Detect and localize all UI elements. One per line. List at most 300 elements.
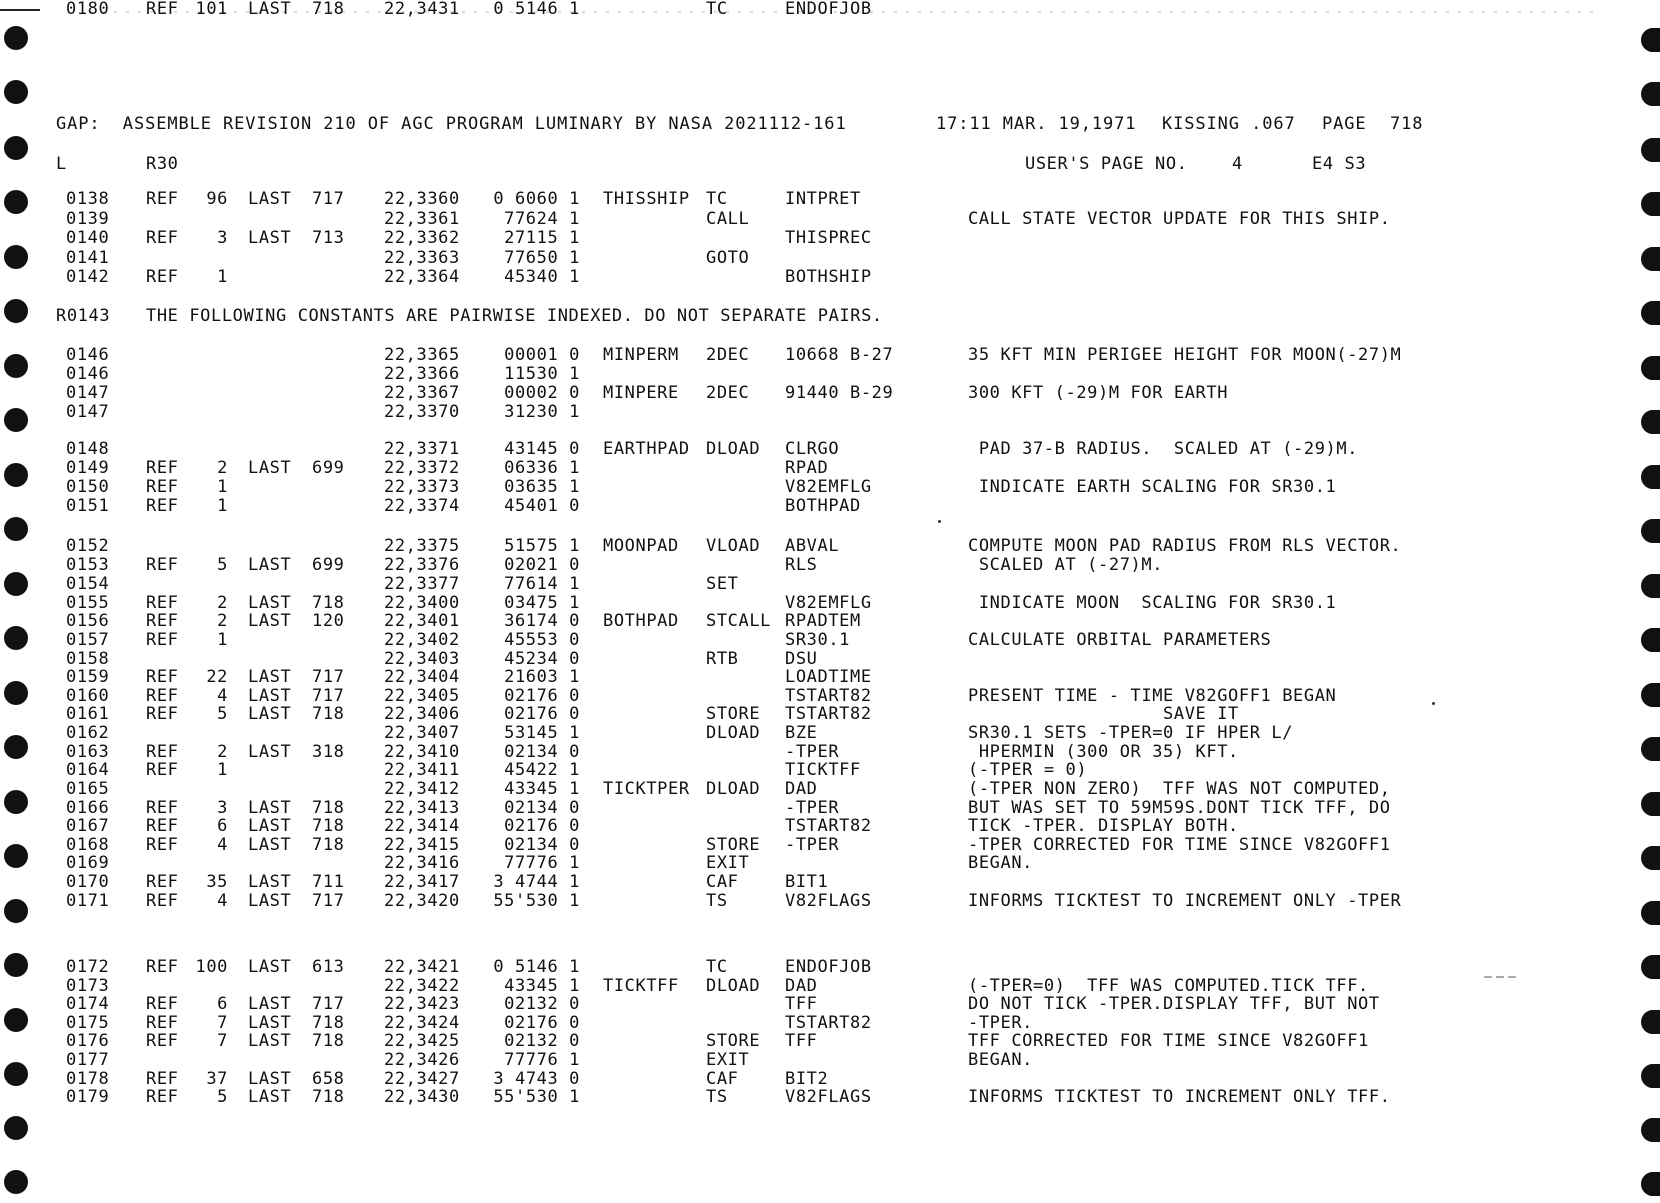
feed-hole <box>4 354 28 378</box>
ref-keyword: REF <box>146 477 179 497</box>
address: 22,3367 <box>384 383 460 403</box>
feed-hole <box>1641 792 1660 816</box>
last-keyword: LAST <box>248 1087 292 1108</box>
octal-code: 43145 0 <box>504 439 580 459</box>
line-number: 0154 <box>66 574 110 594</box>
comment: PRESENT TIME - TIME V82GOFF1 BEGAN <box>968 686 1337 706</box>
comment: CALCULATE ORBITAL PARAMETERS <box>968 630 1272 650</box>
last-page: 658 <box>312 1068 345 1089</box>
ref-count: 2 <box>217 593 228 613</box>
ref-count: 1 <box>217 760 228 780</box>
operand: CLRGO <box>785 439 840 459</box>
remark-line-number: R0143 <box>56 306 111 326</box>
address: 22,3365 <box>384 345 460 365</box>
line-number: 0178 <box>66 1068 110 1089</box>
line-number: 0166 <box>66 798 110 818</box>
octal-code: 55'530 1 <box>493 891 580 911</box>
ref-keyword: REF <box>146 994 179 1015</box>
comment: CALL STATE VECTOR UPDATE FOR THIS SHIP. <box>968 209 1391 229</box>
ref-count: 5 <box>217 1087 228 1108</box>
feed-hole <box>1641 28 1660 52</box>
line-number: 0146 <box>66 364 110 384</box>
line-number: 0147 <box>66 402 110 422</box>
last-keyword: LAST <box>248 816 292 836</box>
line-number: 0146 <box>66 345 110 365</box>
octal-code: 45422 1 <box>504 760 580 780</box>
operand: BOTHPAD <box>785 496 861 516</box>
last-keyword: LAST <box>248 667 292 687</box>
feed-hole <box>4 190 28 214</box>
address: 22,3376 <box>384 555 460 575</box>
ref-count: 2 <box>217 611 228 631</box>
last-page: 717 <box>312 189 345 209</box>
symbol-label: THISSHIP <box>603 189 690 209</box>
operand: -TPER <box>785 835 840 855</box>
address: 22,3421 <box>384 957 460 977</box>
address: 22,3426 <box>384 1050 460 1070</box>
page-label: PAGE <box>1322 114 1367 134</box>
last-page: 699 <box>312 458 345 478</box>
octal-code: 02134 0 <box>504 798 580 818</box>
last-page: 711 <box>312 872 345 892</box>
ref-count: 3 <box>217 798 228 818</box>
comment: INDICATE EARTH SCALING FOR SR30.1 <box>968 477 1337 497</box>
feed-hole <box>1641 192 1660 216</box>
address: 22,3360 <box>384 189 460 209</box>
operand: BIT1 <box>785 872 829 892</box>
octal-code: 43345 1 <box>504 779 580 799</box>
opcode: 2DEC <box>706 345 750 365</box>
feed-hole <box>4 1062 28 1086</box>
line-number: 0170 <box>66 872 110 892</box>
feed-hole <box>4 1170 28 1194</box>
remark-text: THE FOLLOWING CONSTANTS ARE PAIRWISE INDEXED. DO NOT SEPARATE PAIRS. <box>146 306 883 326</box>
line-number: 0148 <box>66 439 110 459</box>
line-number: 0139 <box>66 209 110 229</box>
octal-code: 43345 1 <box>504 975 580 996</box>
ref-count: 7 <box>217 1012 228 1033</box>
address: 22,3406 <box>384 704 460 724</box>
octal-code: 00002 0 <box>504 383 580 403</box>
operand: INTPRET <box>785 189 861 209</box>
octal-code: 51575 1 <box>504 536 580 556</box>
operand: V82EMFLG <box>785 593 872 613</box>
ref-keyword: REF <box>146 704 179 724</box>
feed-hole <box>1641 1010 1660 1034</box>
ref-count: 22 <box>206 667 228 687</box>
opcode: 2DEC <box>706 383 750 403</box>
feed-hole <box>1641 82 1660 106</box>
users-page-label: USER'S PAGE NO. <box>1025 154 1188 174</box>
ref-count: 3 <box>217 228 228 248</box>
octal-code: 03475 1 <box>504 593 580 613</box>
opcode: CAF <box>706 1068 739 1089</box>
feed-hole <box>1641 574 1660 598</box>
line-number: 0169 <box>66 853 110 873</box>
operand: TSTART82 <box>785 1012 872 1033</box>
address: 22,3401 <box>384 611 460 631</box>
feed-hole <box>1641 737 1660 761</box>
opcode: TS <box>706 891 728 911</box>
feed-hole <box>1641 356 1660 380</box>
ref-keyword: REF <box>146 686 179 706</box>
ref-keyword: REF <box>146 798 179 818</box>
octal-code: 45553 0 <box>504 630 580 650</box>
feed-hole <box>4 953 28 977</box>
feed-hole <box>4 1116 28 1140</box>
octal-code: 02176 0 <box>504 1012 580 1033</box>
feed-hole <box>4 26 28 50</box>
opcode: DLOAD <box>706 439 761 459</box>
feed-hole <box>1641 1064 1660 1088</box>
last-page: 718 <box>312 1031 345 1052</box>
opcode: TC <box>706 189 728 209</box>
opcode: STORE <box>706 835 761 855</box>
last-keyword: LAST <box>248 1068 292 1089</box>
line-number: 0138 <box>66 189 110 209</box>
operand: TSTART82 <box>785 816 872 836</box>
line-number: 0174 <box>66 994 110 1015</box>
last-page: 717 <box>312 994 345 1015</box>
opcode: CAF <box>706 872 739 892</box>
operand: ENDOFJOB <box>785 957 872 977</box>
opcode: DLOAD <box>706 723 761 743</box>
comment: BEGAN. <box>968 853 1034 873</box>
operand: 91440 B-29 <box>785 383 894 403</box>
address: 22,3407 <box>384 723 460 743</box>
feed-hole <box>4 299 28 323</box>
address: 22,3373 <box>384 477 460 497</box>
address: 22,3363 <box>384 248 460 268</box>
operand: TSTART82 <box>785 686 872 706</box>
line-number: 0163 <box>66 742 110 762</box>
address: 22,3422 <box>384 975 460 996</box>
last-keyword: LAST <box>248 0 292 19</box>
operand: BOTHSHIP <box>785 267 872 287</box>
line-number: 0168 <box>66 835 110 855</box>
address: 22,3420 <box>384 891 460 911</box>
line-number: 0152 <box>66 536 110 556</box>
symbol-label: TICKTFF <box>603 975 679 996</box>
opcode: CALL <box>706 209 750 229</box>
last-page: 713 <box>312 228 345 248</box>
operand: DAD <box>785 779 818 799</box>
ref-count: 4 <box>217 891 228 911</box>
line-number: 0159 <box>66 667 110 687</box>
address: 22,3427 <box>384 1068 460 1089</box>
opcode: DLOAD <box>706 975 761 996</box>
line-number: 0162 <box>66 723 110 743</box>
address: 22,3414 <box>384 816 460 836</box>
octal-code: 27115 1 <box>504 228 580 248</box>
operand: 10668 B-27 <box>785 345 894 365</box>
feed-hole <box>1641 1172 1660 1196</box>
last-keyword: LAST <box>248 611 292 631</box>
ref-keyword: REF <box>146 835 179 855</box>
octal-code: 02132 0 <box>504 1031 580 1052</box>
last-page: 718 <box>312 1087 345 1108</box>
operand: RLS <box>785 555 818 575</box>
comment: SR30.1 SETS -TPER=0 IF HPER L/ <box>968 723 1294 743</box>
paper-speck <box>938 520 941 523</box>
ref-keyword: REF <box>146 267 179 287</box>
feed-hole <box>1641 410 1660 434</box>
ref-count: 100 <box>195 957 228 977</box>
feed-hole <box>1641 683 1660 707</box>
last-page: 120 <box>312 611 345 631</box>
feed-hole <box>1641 519 1660 543</box>
symbol-label: TICKTPER <box>603 779 690 799</box>
octal-code: 0 6060 1 <box>493 189 580 209</box>
operand: V82FLAGS <box>785 891 872 911</box>
comment: TICK -TPER. DISPLAY BOTH. <box>968 816 1239 836</box>
octal-code: 11530 1 <box>504 364 580 384</box>
address: 22,3424 <box>384 1012 460 1033</box>
octal-code: 45234 0 <box>504 649 580 669</box>
line-number: 0147 <box>66 383 110 403</box>
address: 22,3423 <box>384 994 460 1015</box>
ref-count: 2 <box>217 458 228 478</box>
last-page: 718 <box>312 1012 345 1033</box>
feed-hole <box>4 245 28 269</box>
operand: SR30.1 <box>785 630 851 650</box>
line-number: 0141 <box>66 248 110 268</box>
feed-hole <box>4 80 28 104</box>
ref-keyword: REF <box>146 1087 179 1108</box>
ref-count: 6 <box>217 816 228 836</box>
l-label: L <box>56 154 67 174</box>
operand: -TPER <box>785 742 840 762</box>
ref-count: 7 <box>217 1031 228 1052</box>
octal-code: 02176 0 <box>504 816 580 836</box>
feed-hole <box>4 681 28 705</box>
line-number: 0149 <box>66 458 110 478</box>
users-page-number: 4 <box>1232 154 1243 174</box>
comment: 35 KFT MIN PERIGEE HEIGHT FOR MOON(-27)M <box>968 345 1402 365</box>
comment: INFORMS TICKTEST TO INCREMENT ONLY TFF. <box>968 1087 1391 1108</box>
ref-keyword: REF <box>146 872 179 892</box>
last-keyword: LAST <box>248 228 292 248</box>
ref-count: 96 <box>206 189 228 209</box>
margin-mark <box>1484 974 1520 980</box>
ref-keyword: REF <box>146 0 179 19</box>
ref-count: 4 <box>217 686 228 706</box>
comment: INDICATE MOON SCALING FOR SR30.1 <box>968 593 1337 613</box>
octal-code: 77776 1 <box>504 1050 580 1070</box>
last-keyword: LAST <box>248 742 292 762</box>
opcode: STCALL <box>706 611 772 631</box>
ref-count: 35 <box>206 872 228 892</box>
ref-count: 101 <box>195 0 228 19</box>
address: 22,3400 <box>384 593 460 613</box>
ref-count: 37 <box>206 1068 228 1089</box>
last-page: 718 <box>312 816 345 836</box>
feed-hole <box>4 136 28 160</box>
ref-keyword: REF <box>146 742 179 762</box>
address: 22,3431 <box>384 0 460 19</box>
address: 22,3403 <box>384 649 460 669</box>
feed-hole <box>4 899 28 923</box>
line-number: 0171 <box>66 891 110 911</box>
comment: -TPER. <box>968 1012 1034 1033</box>
line-number: 0155 <box>66 593 110 613</box>
ref-count: 5 <box>217 704 228 724</box>
ref-count: 4 <box>217 835 228 855</box>
comment: (-TPER=0) TFF WAS COMPUTED.TICK TFF. <box>968 975 1369 996</box>
feed-hole <box>1641 138 1660 162</box>
last-keyword: LAST <box>248 957 292 977</box>
feed-hole <box>1641 247 1660 271</box>
octal-code: 00001 0 <box>504 345 580 365</box>
ref-count: 6 <box>217 994 228 1015</box>
address: 22,3425 <box>384 1031 460 1052</box>
line-number: 0150 <box>66 477 110 497</box>
operand: RPAD <box>785 458 829 478</box>
last-page: 717 <box>312 891 345 911</box>
symbol-label: MINPERE <box>603 383 679 403</box>
last-keyword: LAST <box>248 1012 292 1033</box>
timestamp: 17:11 MAR. 19,1971 <box>936 114 1137 134</box>
octal-code: 77614 1 <box>504 574 580 594</box>
ref-keyword: REF <box>146 1012 179 1033</box>
address: 22,3364 <box>384 267 460 287</box>
ref-keyword: REF <box>146 593 179 613</box>
octal-code: 02021 0 <box>504 555 580 575</box>
address: 22,3430 <box>384 1087 460 1108</box>
address: 22,3370 <box>384 402 460 422</box>
last-keyword: LAST <box>248 593 292 613</box>
line-number: 0179 <box>66 1087 110 1108</box>
address: 22,3417 <box>384 872 460 892</box>
octal-code: 0 5146 1 <box>493 957 580 977</box>
octal-code: 77650 1 <box>504 248 580 268</box>
ref-count: 1 <box>217 267 228 287</box>
line-number: 0177 <box>66 1050 110 1070</box>
line-number: 0167 <box>66 816 110 836</box>
octal-code: 02134 0 <box>504 835 580 855</box>
comment: COMPUTE MOON PAD RADIUS FROM RLS VECTOR. <box>968 536 1402 556</box>
operand: BZE <box>785 723 818 743</box>
opcode: VLOAD <box>706 536 761 556</box>
ref-keyword: REF <box>146 496 179 516</box>
ref-keyword: REF <box>146 1068 179 1089</box>
comment: TFF CORRECTED FOR TIME SINCE V82GOFF1 <box>968 1031 1369 1052</box>
line-number: 0164 <box>66 760 110 780</box>
comment: (-TPER NON ZERO) TFF WAS NOT COMPUTED, <box>968 779 1391 799</box>
comment: BEGAN. <box>968 1050 1034 1070</box>
feed-hole <box>4 463 28 487</box>
address: 22,3415 <box>384 835 460 855</box>
comment: SCALED AT (-27)M. <box>968 555 1164 575</box>
opcode: EXIT <box>706 1050 750 1070</box>
address: 22,3411 <box>384 760 460 780</box>
address: 22,3377 <box>384 574 460 594</box>
operand: BIT2 <box>785 1068 829 1089</box>
last-keyword: LAST <box>248 891 292 911</box>
line-number: 0165 <box>66 779 110 799</box>
symbol-label: MINPERM <box>603 345 679 365</box>
octal-code: 03635 1 <box>504 477 580 497</box>
operand: TFF <box>785 1031 818 1052</box>
feed-hole <box>1641 301 1660 325</box>
last-page: 718 <box>312 704 345 724</box>
address: 22,3366 <box>384 364 460 384</box>
feed-hole <box>1641 901 1660 925</box>
address: 22,3410 <box>384 742 460 762</box>
ref-keyword: REF <box>146 760 179 780</box>
symbol-label: EARTHPAD <box>603 439 690 459</box>
ref-keyword: REF <box>146 189 179 209</box>
address: 22,3362 <box>384 228 460 248</box>
feed-hole <box>4 1008 28 1032</box>
feed-hole <box>1641 955 1660 979</box>
operand: DAD <box>785 975 818 996</box>
ref-keyword: REF <box>146 816 179 836</box>
octal-code: 02132 0 <box>504 994 580 1015</box>
last-keyword: LAST <box>248 704 292 724</box>
octal-code: 45401 0 <box>504 496 580 516</box>
octal-code: 36174 0 <box>504 611 580 631</box>
octal-code: 3 4743 0 <box>493 1068 580 1089</box>
feed-hole <box>4 735 28 759</box>
octal-code: 02176 0 <box>504 704 580 724</box>
ref-count: 1 <box>217 496 228 516</box>
address: 22,3372 <box>384 458 460 478</box>
octal-code: 31230 1 <box>504 402 580 422</box>
address: 22,3412 <box>384 779 460 799</box>
address: 22,3416 <box>384 853 460 873</box>
comment: -TPER CORRECTED FOR TIME SINCE V82GOFF1 <box>968 835 1391 855</box>
sheet-code: E4 S3 <box>1312 154 1367 174</box>
line-number: 0173 <box>66 975 110 996</box>
operand: TSTART82 <box>785 704 872 724</box>
ref-keyword: REF <box>146 228 179 248</box>
operand: RPADTEM <box>785 611 861 631</box>
operand: TFF <box>785 994 818 1015</box>
last-page: 318 <box>312 742 345 762</box>
opcode: EXIT <box>706 853 750 873</box>
line-number: 0176 <box>66 1031 110 1052</box>
octal-code: 55'530 1 <box>493 1087 580 1108</box>
operand: TICKTFF <box>785 760 861 780</box>
address: 22,3371 <box>384 439 460 459</box>
comment: INFORMS TICKTEST TO INCREMENT ONLY -TPER <box>968 891 1402 911</box>
octal-code: 06336 1 <box>504 458 580 478</box>
ref-keyword: REF <box>146 957 179 977</box>
last-keyword: LAST <box>248 835 292 855</box>
octal-code: 0 5146 1 <box>493 0 580 19</box>
address: 22,3402 <box>384 630 460 650</box>
octal-code: 77776 1 <box>504 853 580 873</box>
symbol-label: MOONPAD <box>603 536 679 556</box>
last-page: 718 <box>312 798 345 818</box>
opcode: GOTO <box>706 248 750 268</box>
last-keyword: LAST <box>248 458 292 478</box>
octal-code: 53145 1 <box>504 723 580 743</box>
ref-count: 1 <box>217 630 228 650</box>
opcode: RTB <box>706 649 739 669</box>
assembly-title: GAP: ASSEMBLE REVISION 210 OF AGC PROGRAM LUMINARY BY NASA 2021112-161 <box>56 114 847 134</box>
ref-keyword: REF <box>146 1031 179 1052</box>
comment: PAD 37-B RADIUS. SCALED AT (-29)M. <box>968 439 1359 459</box>
octal-code: 21603 1 <box>504 667 580 687</box>
ref-keyword: REF <box>146 630 179 650</box>
feed-hole <box>1641 628 1660 652</box>
operand: ABVAL <box>785 536 840 556</box>
last-page: 613 <box>312 957 345 977</box>
ref-keyword: REF <box>146 555 179 575</box>
opcode: TC <box>706 0 728 19</box>
